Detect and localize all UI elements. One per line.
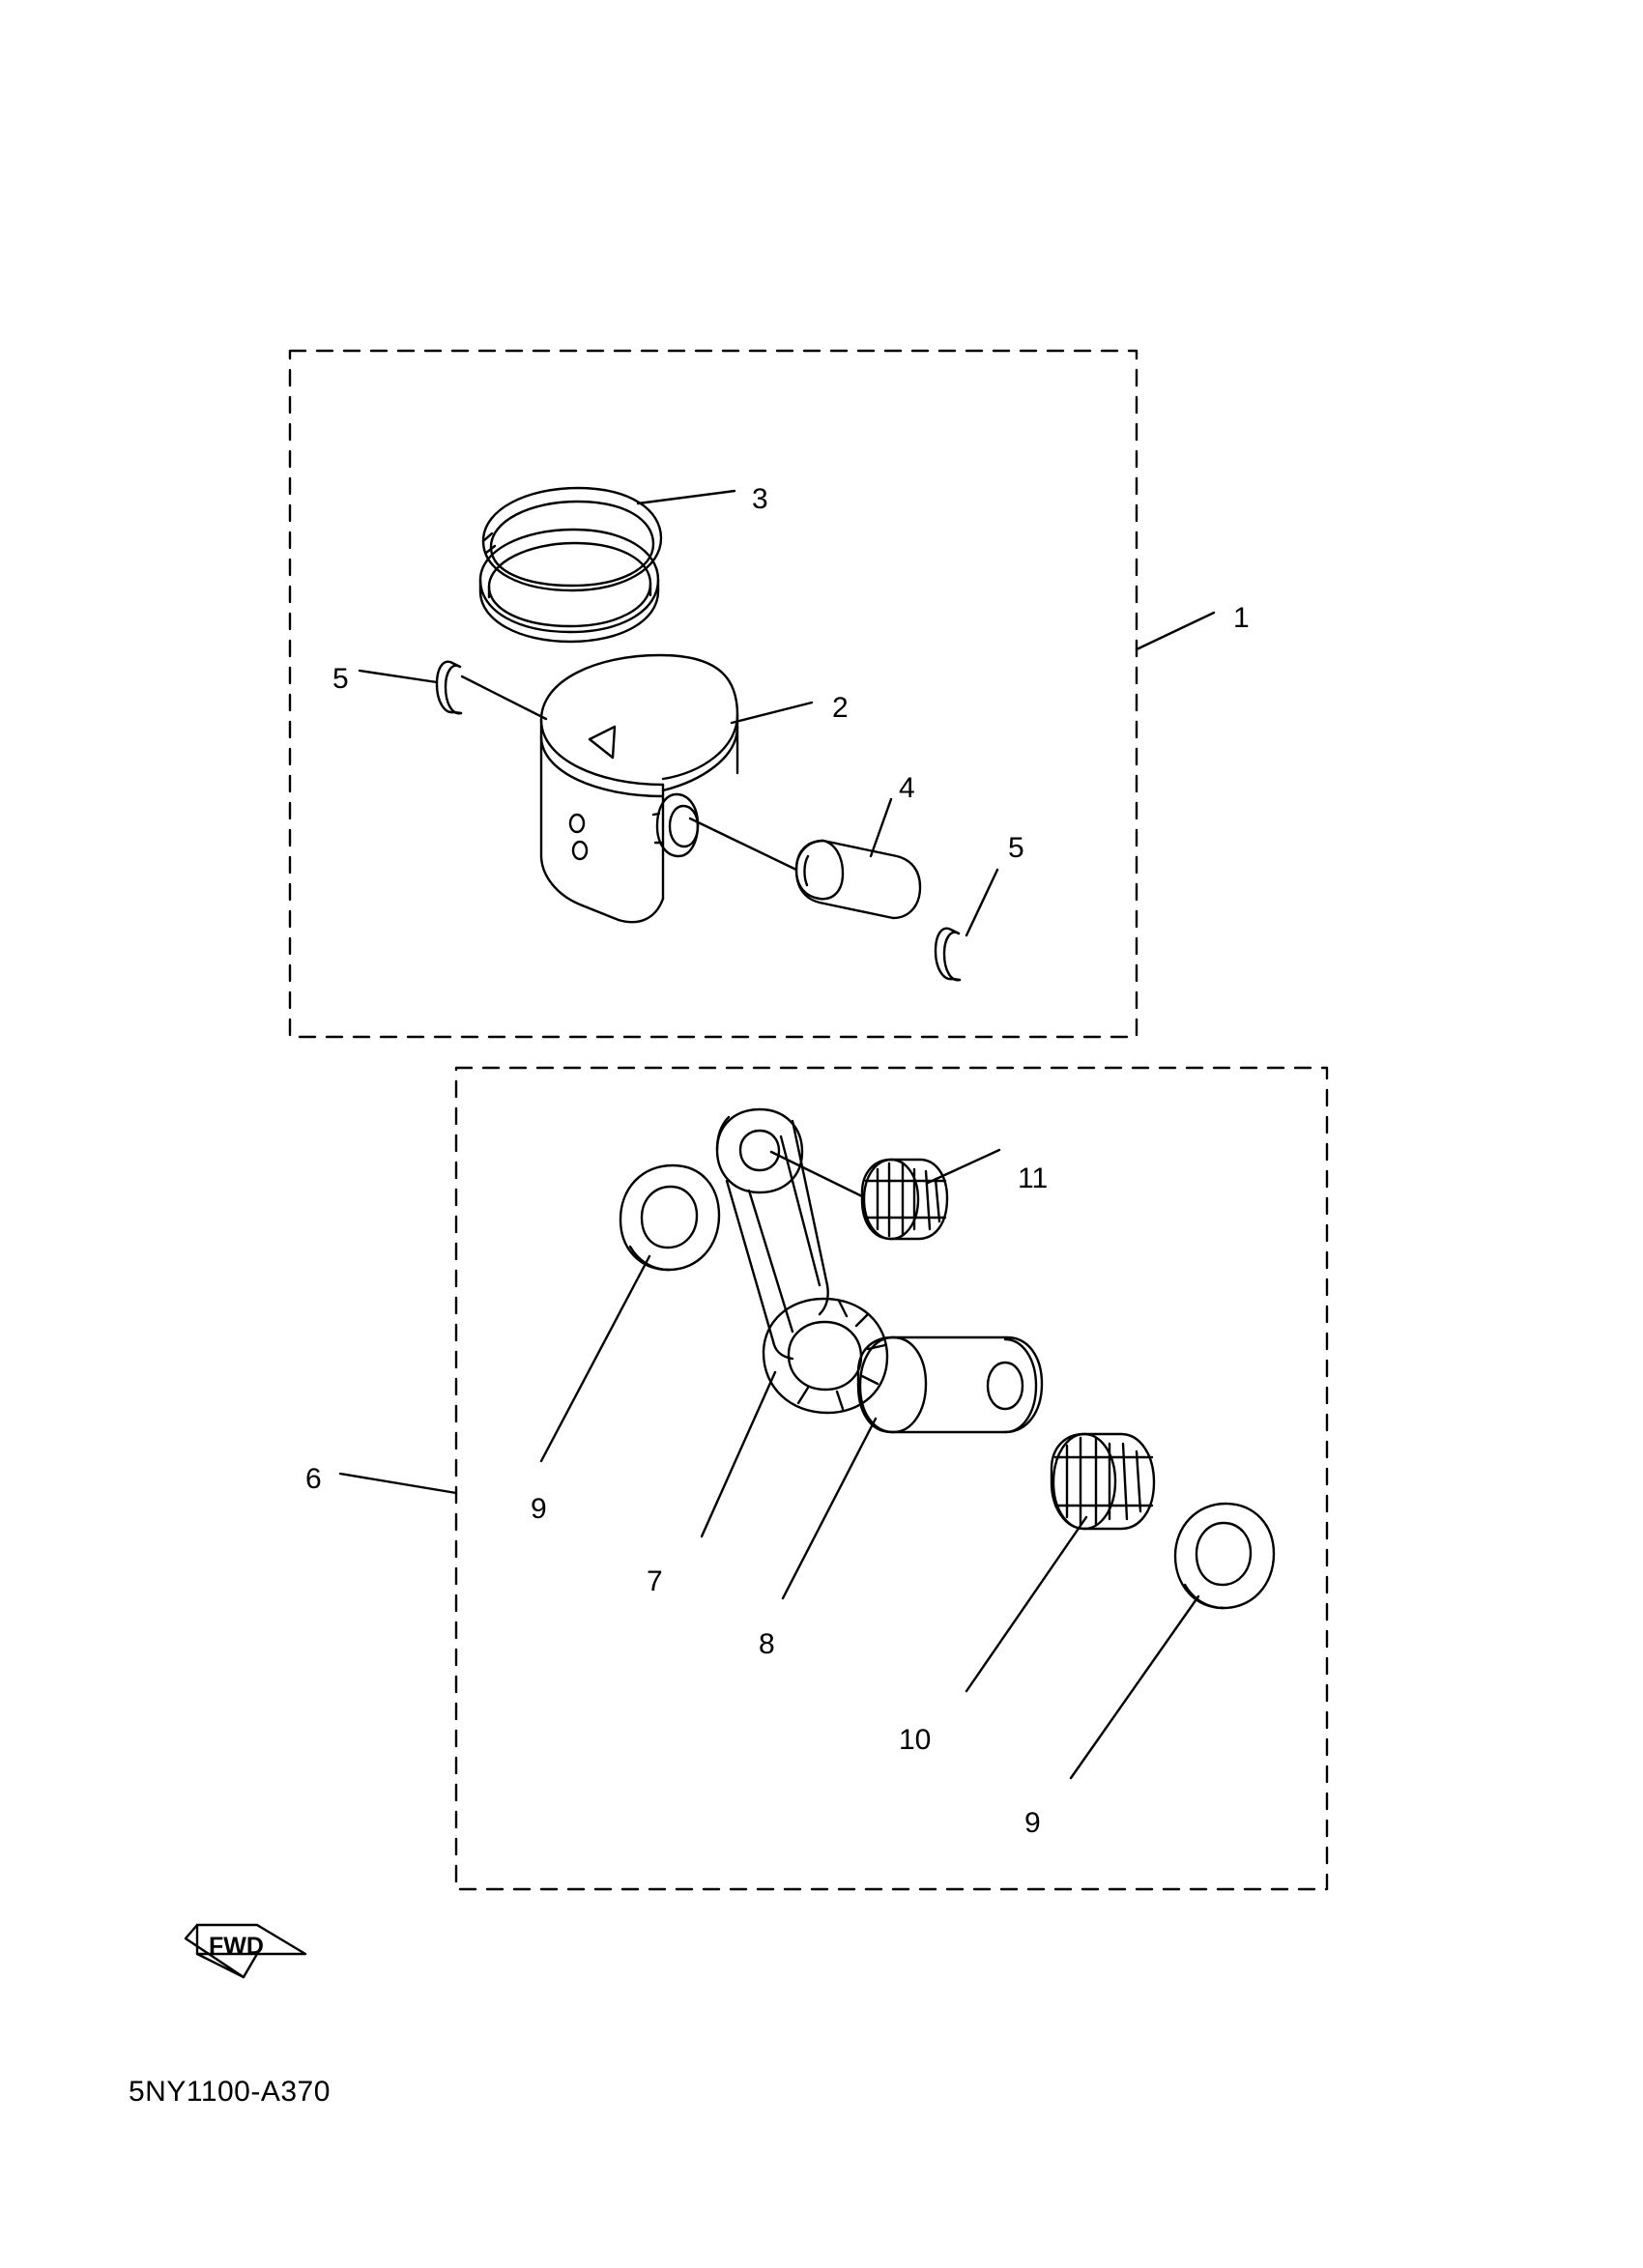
group-6-dashed-border bbox=[456, 1068, 1327, 1889]
piston-drawing bbox=[541, 655, 737, 922]
leader-3 bbox=[638, 491, 735, 503]
callout-1: 1 bbox=[1233, 602, 1250, 634]
washer-right-drawing bbox=[1175, 1504, 1274, 1608]
leader-11 bbox=[928, 1150, 999, 1183]
leader-1 bbox=[1137, 613, 1214, 649]
small-end-assembly-line bbox=[771, 1152, 862, 1196]
leader-4 bbox=[871, 799, 891, 856]
piston-ring-set-drawing bbox=[480, 488, 661, 642]
callout-11: 11 bbox=[1018, 1163, 1049, 1194]
big-end-bearing-drawing bbox=[1052, 1434, 1154, 1529]
callout-6: 6 bbox=[305, 1463, 322, 1495]
leader-9a bbox=[541, 1256, 649, 1461]
leader-2 bbox=[732, 703, 812, 723]
callout-7: 7 bbox=[647, 1565, 663, 1597]
leader-10 bbox=[966, 1517, 1086, 1691]
crank-pin-drawing bbox=[858, 1337, 1042, 1432]
leader-5a bbox=[360, 671, 437, 682]
callout-10: 10 bbox=[899, 1724, 932, 1756]
callout-9-right: 9 bbox=[1024, 1807, 1041, 1839]
callout-3: 3 bbox=[752, 483, 768, 515]
callout-8: 8 bbox=[759, 1628, 775, 1660]
leader-5b bbox=[966, 870, 997, 935]
callout-5-left: 5 bbox=[332, 663, 349, 695]
leader-6 bbox=[340, 1474, 456, 1493]
clip-left-assembly-line bbox=[462, 676, 546, 719]
part-code-label: 5NY1100-A370 bbox=[129, 2076, 331, 2108]
callout-4: 4 bbox=[899, 772, 915, 804]
small-end-bearing-drawing bbox=[862, 1160, 947, 1239]
leader-7 bbox=[702, 1372, 775, 1536]
callout-2: 2 bbox=[832, 692, 849, 724]
callout-5-right: 5 bbox=[1008, 832, 1024, 864]
piston-pin-assembly-line bbox=[690, 818, 796, 870]
piston-pin-clip-left-drawing bbox=[437, 662, 461, 714]
fwd-label: FWD bbox=[209, 1933, 264, 1960]
callout-9-left: 9 bbox=[531, 1493, 547, 1525]
piston-pin-clip-right-drawing bbox=[936, 929, 960, 981]
leader-8 bbox=[783, 1419, 876, 1598]
leader-9b bbox=[1071, 1596, 1198, 1778]
piston-pin-drawing bbox=[796, 841, 920, 918]
group-1-dashed-border bbox=[290, 351, 1137, 1037]
washer-left-drawing bbox=[620, 1165, 719, 1270]
